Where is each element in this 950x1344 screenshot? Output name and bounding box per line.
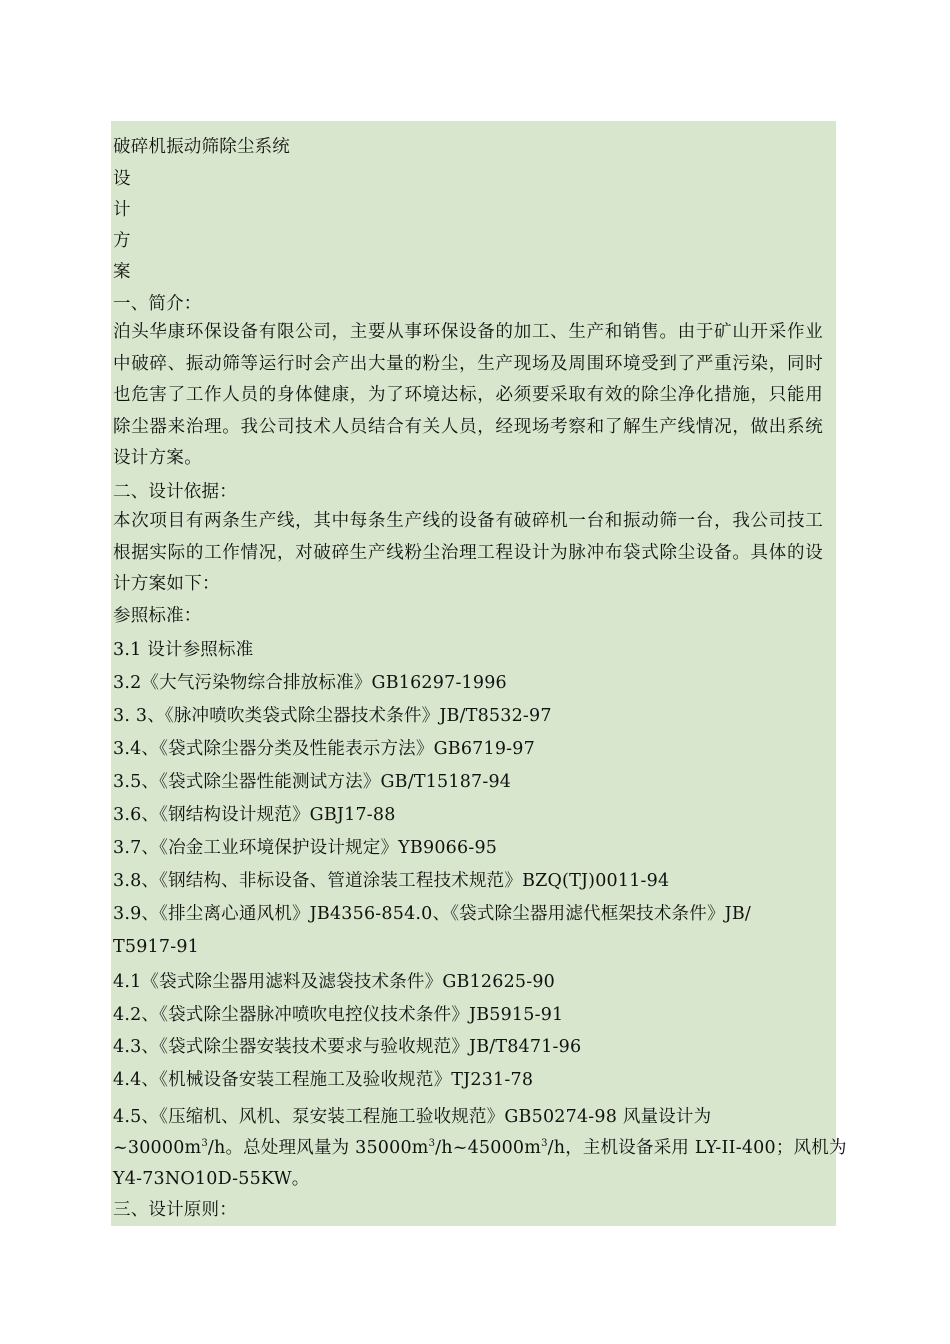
section-body-basis: 本次项目有两条生产线，其中每条生产线的设备有破碎机一台和振动筛一台，我公司技工根据实际的工作情况，对破碎生产线粉尘治理工程设计为脉冲布袋式除尘设备。具体的设计方案如下：: [113, 511, 823, 594]
section-heading-basis: 二、设计依据：: [113, 482, 237, 502]
reference-item: 4.5、《压缩机、风机、泵安装工程施工验收规范》GB50274-98 风量设计为: [113, 1107, 712, 1127]
reference-item: 3.5、《袋式除尘器性能测试方法》GB/T15187-94: [113, 772, 512, 792]
doc-title-char: 设: [113, 169, 131, 189]
reference-item: T5917-91: [113, 937, 199, 957]
reference-item: 3.8、《钢结构、非标设备、管道涂装工程技术规范》BZQ(TJ)0011-94: [113, 871, 670, 891]
reference-item: 3.6、《钢结构设计规范》GBJ17-88: [113, 805, 396, 825]
reference-item: 3.1 设计参照标准: [113, 640, 254, 660]
airflow-spec-line: $\sim 30000m^3/h$。总处理风量为 $35000m^3/h\sim 45000m^3/h$，主机设备采用 LY-II-400；风机为: [113, 1138, 847, 1158]
reference-item: 3.9、《排尘离心通风机》JB4356-854.0、《袋式除尘器用滤代框架技术条件》JB/: [113, 904, 752, 924]
reference-item: 4.2、《袋式除尘器脉冲喷吹电控仪技术条件》JB5915-91: [113, 1005, 564, 1025]
doc-title: 破碎机振动筛除尘系统: [113, 137, 290, 157]
reference-item: 3. 3、《脉冲喷吹类袋式除尘器技术条件》JB/T8532-97: [113, 706, 552, 726]
doc-title-char: 计: [113, 200, 131, 220]
section-heading-intro: 一、简介：: [113, 294, 202, 314]
reference-item: 3.7、《冶金工业环境保护设计规定》YB9066-95: [113, 838, 498, 858]
reference-heading: 参照标准：: [113, 606, 202, 626]
doc-title-char: 案: [113, 262, 131, 282]
reference-item: 4.4、《机械设备安装工程施工及验收规范》TJ231-78: [113, 1070, 534, 1090]
fan-model-line: Y4-73NO10D-55KW。: [113, 1169, 310, 1189]
reference-item: 3.4、《袋式除尘器分类及性能表示方法》GB6719-97: [113, 739, 535, 759]
doc-title-char: 方: [113, 231, 131, 251]
reference-item: 3.2《大气污染物综合排放标准》GB16297-1996: [113, 673, 507, 693]
reference-item: 4.3、《袋式除尘器安装技术要求与验收规范》JB/T8471-96: [113, 1037, 582, 1057]
section-body-intro: 泊头华康环保设备有限公司，主要从事环保设备的加工、生产和销售。由于矿山开采作业中破碎、振动筛等运行时会产出大量的粉尘，生产现场及周围环境受到了严重污染，同时也危害了工作人员的身体健康，为了环境达标，必须要采取有效的除尘净化措施，只能用除尘器来治理。我公司技术人员结合有关人员，经现场考察和了解生产线情况，做出系统设计方案。: [113, 322, 823, 468]
reference-item: 4.1《袋式除尘器用滤料及滤袋技术条件》GB12625-90: [113, 972, 556, 992]
section-heading-principles: 三、设计原则：: [113, 1200, 237, 1220]
